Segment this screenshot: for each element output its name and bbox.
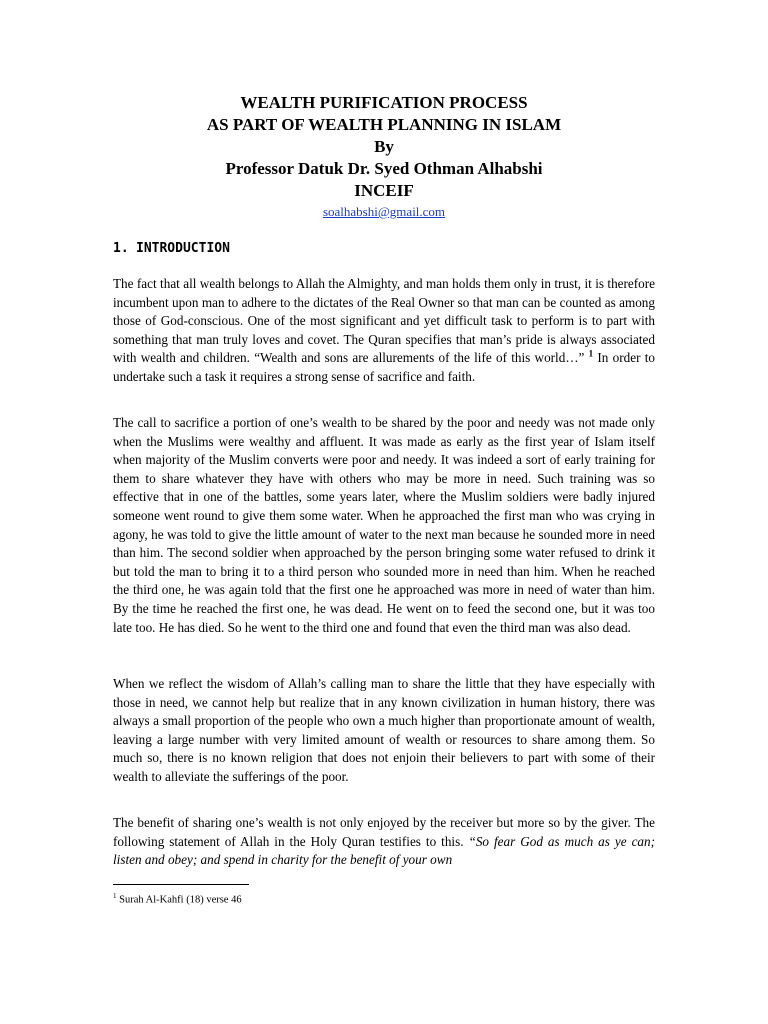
footnote-text: Surah Al-Kahfi (18) verse 46	[116, 894, 242, 906]
paragraph-4	[113, 814, 655, 870]
paragraph-1-text: The fact that all wealth belongs to Allah the Almighty, and man holds them only in trust, it is therefore incumbent upon man to adhere to the dictates of the Real Owner so that man can be counted as among those of God-conscious. One of the most significant and yet difficult task to perform is to part with something that man truly loves and covet. The Quran specifies that man’s pride is always associated with wealth and children. “Wealth and sons are allurements of the life of this world…”	[113, 276, 655, 366]
footnote-marker: 1	[113, 892, 117, 900]
quran-quote: “So fear God as much as ye can; listen and obey; and spend in charity for the benefit of your own	[113, 833, 655, 868]
section-title: INTRODUCTION	[136, 241, 230, 256]
paragraph-2: The call to sacrifice a portion of one’s wealth to be shared by the poor and needy was not made only when the Muslims were wealthy and affluent. It was made as early as the first year of Islam itself when majority of the Muslim converts were poor and needy. It was indeed a sort of early training for them to share whatever they have with others who may be more in need. Such training was so effective that in one of the battles, some years later, where the Muslim soldiers were badly injured someone went round to give them some water. When he approached the first man who was crying in agony, he was told to give the little amount of water to the next man because he sounded more in need than him. The second soldier when approached by the person bringing some water refused to drink it but told the man to bring it to a third person who sounded more in need than him. When he reached the third one, he was again told that the first one he approached was more in need of water than him. By the time he reached the first one, he was dead. He went on to feed the second one, but it was too late too. He has died. So he went to the third one and found that even the third man was also dead.	[113, 415, 655, 635]
paragraph-1-tail: In order to undertake such a task it requires a strong sense of sacrifice and faith.	[113, 350, 655, 384]
section-number: 1.	[113, 241, 129, 256]
footnote	[113, 889, 242, 908]
title-line-1: WEALTH PURIFICATION PROCESS	[240, 93, 528, 112]
paragraph-4-text: The benefit of sharing one’s wealth is not only enjoyed by the receiver but more so by the giver. The following statement of Allah in the Holy Quran testifies to this.	[113, 815, 655, 849]
by-line: By	[374, 137, 394, 156]
author-email-link[interactable]: soalhabshi@gmail.com	[322, 204, 446, 219]
section-heading	[113, 240, 230, 258]
paragraph-1	[113, 275, 655, 387]
footnote-divider	[113, 884, 249, 885]
title-block	[0, 92, 768, 222]
institution-name: INCEIF	[354, 181, 414, 200]
footnote-reference[interactable]: 1	[588, 348, 594, 359]
title-line-2: AS PART OF WEALTH PLANNING IN ISLAM	[206, 115, 562, 134]
paragraph-3: When we reflect the wisdom of Allah’s calling man to share the little that they have especially with those in need, we cannot help but realize that in any known civilization in human history, there was always a small proportion of the people who own a much higher than proportionate amount of wealth, leaving a large number with very limited amount of wealth or resources to share among them. So much so, there is no known religion that does not enjoin their believers to part with some of their wealth to alleviate the sufferings of the poor.	[113, 676, 655, 784]
author-name: Professor Datuk Dr. Syed Othman Alhabshi	[225, 159, 543, 178]
